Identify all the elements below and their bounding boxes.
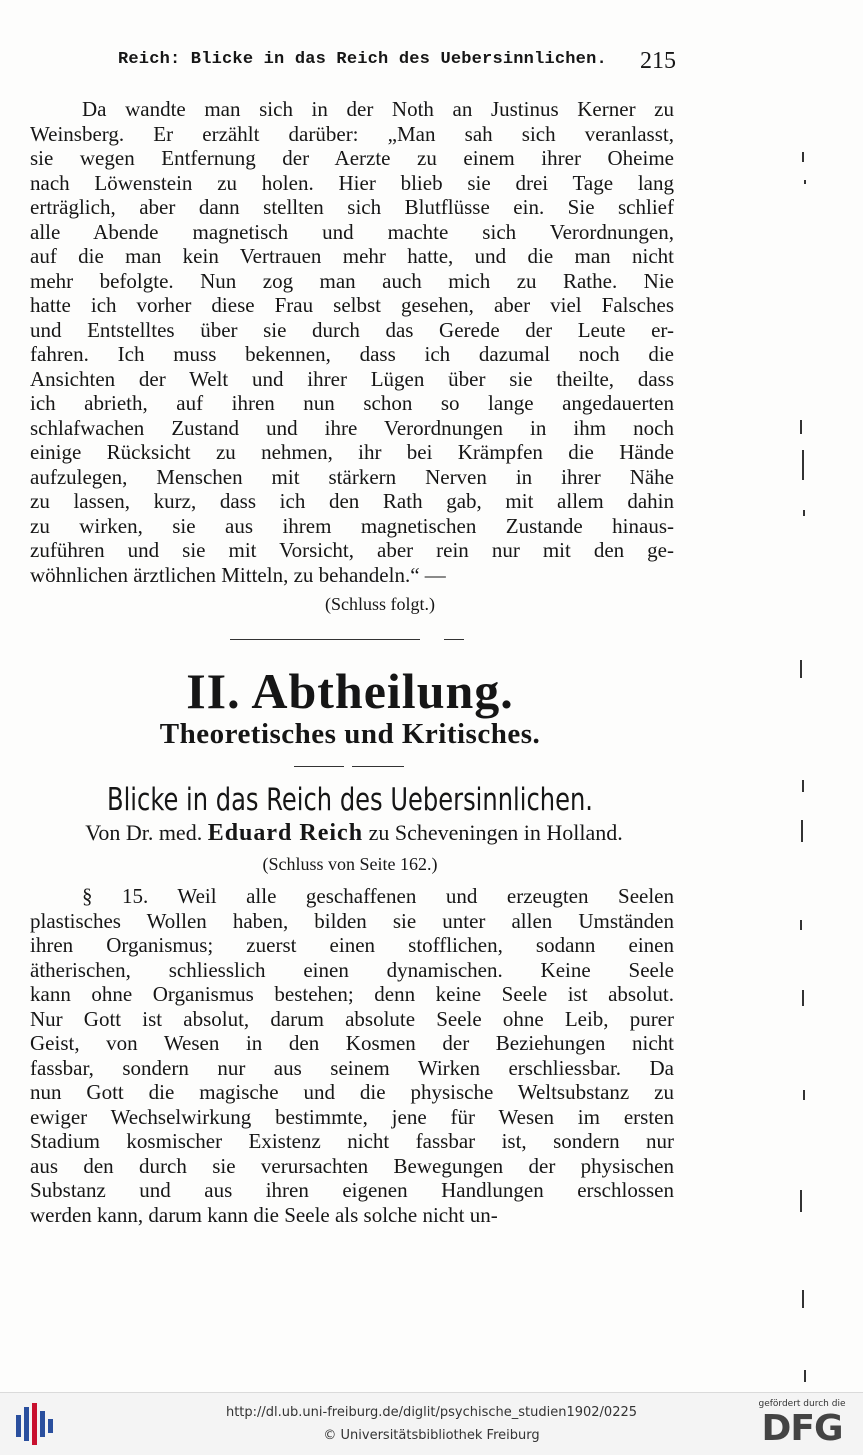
text-line: erträglich, aber dann stellten sich Blutflüsse ein. Sie schlief bbox=[30, 195, 674, 219]
text-line: Weinsberg. Er erzählt darüber: „Man sah sich veranlasst, bbox=[30, 121, 674, 146]
divider-rule bbox=[230, 639, 420, 640]
scan-edge-marks bbox=[790, 130, 820, 1390]
text-line: schlafwachen Zustand und ihre Verordnungen in ihm noch bbox=[30, 415, 674, 440]
text-line: § 15. Weil alle geschaffenen und erzeugten Seelen bbox=[82, 884, 674, 908]
text-line: aufzulegen, Menschen mit stärkern Nerven in ihrer Nähe bbox=[30, 464, 674, 489]
text-line: nun Gott die magische und die physische Weltsubstanz zu bbox=[30, 1080, 674, 1104]
text-line: werden kann, darum kann die Seele als solche nicht un- bbox=[30, 1202, 498, 1227]
paragraph-kerner-quote bbox=[30, 97, 674, 587]
dfg-caption: gefördert durch die bbox=[758, 1399, 846, 1409]
text-line: wöhnlichen ärztlichen Mitteln, zu behandeln.“ — bbox=[30, 562, 446, 587]
page-header bbox=[118, 50, 678, 80]
byline-suffix: zu Scheveningen in Holland. bbox=[368, 820, 623, 845]
text-line: Da wandte man sich in der Noth an Justinus Kerner zu bbox=[82, 97, 674, 121]
text-line: nach Löwenstein zu holen. Hier blieb sie drei Tage lang bbox=[30, 170, 674, 195]
text-line: kann ohne Organismus bestehen; denn keine Seele ist absolut. bbox=[30, 982, 674, 1006]
text-line: hatte ich vorher diese Frau selbst gesehen, aber viel Falsches bbox=[30, 293, 674, 317]
closing-note: (Schluss folgt.) bbox=[325, 594, 435, 614]
paragraph-section-15 bbox=[30, 884, 674, 1227]
text-line: Nur Gott ist absolut, darum absolute Seele ohne Leib, purer bbox=[30, 1006, 674, 1031]
text-line: ihren Organismus; zuerst einen stofflichen, sodann einen bbox=[30, 933, 674, 957]
text-line: Stadium kosmischer Existenz nicht fassbar ist, sondern nur bbox=[30, 1129, 674, 1153]
divider-rule-short bbox=[444, 639, 464, 640]
dfg-logo-text: DFG bbox=[761, 1408, 843, 1449]
section-subtitle: Theoretisches und Kritisches. bbox=[159, 718, 541, 750]
continuation-note: (Schluss von Seite 162.) bbox=[262, 854, 438, 874]
document-url-link[interactable]: http://dl.ub.uni-freiburg.de/diglit/psychische_studien1902/0225 bbox=[225, 1405, 638, 1420]
author-name: Eduard Reich bbox=[207, 820, 364, 846]
text-line: alle Abende magnetisch und machte sich Verordnungen, bbox=[30, 219, 674, 244]
text-line: und Entstelltes über sie durch das Gerede der Leute er- bbox=[30, 317, 674, 342]
divider-rule-small-left bbox=[294, 766, 344, 767]
text-line: zu wirken, sie aus ihrem magnetischen Zustande hinaus- bbox=[30, 513, 674, 538]
text-line: mehr befolgte. Nun zog man auch mich zu Rathe. Nie bbox=[30, 268, 674, 293]
section-title: II. Abtheilung. bbox=[186, 663, 514, 719]
text-line: sie wegen Entfernung der Aerzte zu einem ihrer Oheime bbox=[30, 146, 674, 170]
text-line: ewiger Wechselwirkung bestimmte, jene für Wesen im ersten bbox=[30, 1104, 674, 1129]
text-line: zu lassen, kurz, dass ich den Rath gab, mit allem dahin bbox=[30, 489, 674, 513]
copyright-notice: © Universitätsbibliothek Freiburg bbox=[323, 1428, 540, 1443]
text-line: Ansichten der Welt und ihrer Lügen über sie theilte, dass bbox=[30, 366, 674, 391]
text-line: plastisches Wollen haben, bilden sie unter allen Umständen bbox=[30, 908, 674, 933]
text-line: fahren. Ich muss bekennen, dass ich dazumal noch die bbox=[30, 342, 674, 366]
divider-rule-small-right bbox=[352, 766, 404, 767]
page-number: 215 bbox=[640, 48, 676, 74]
byline-prefix: Von Dr. med. bbox=[85, 820, 203, 845]
article-title: Blicke in das Reich des Uebersinnlichen. bbox=[107, 782, 593, 818]
text-line: einige Rücksicht zu nehmen, ihr bei Krämpfen die Hände bbox=[30, 440, 674, 464]
text-line: Substanz und aus ihren eigenen Handlungen erschlossen bbox=[30, 1178, 674, 1202]
text-line: aus den durch sie verursachten Bewegungen der physischen bbox=[30, 1153, 674, 1178]
text-line: zuführen und sie mit Vorsicht, aber rein nur mit den ge- bbox=[30, 538, 674, 562]
text-line: Geist, von Wesen in den Kosmen der Beziehungen nicht bbox=[30, 1031, 674, 1055]
text-line: fassbar, sondern nur aus seinem Wirken erschliessbar. Da bbox=[30, 1055, 674, 1080]
text-line: auf die man kein Vertrauen mehr hatte, und die man nicht bbox=[30, 244, 674, 268]
dfg-sponsor-logo bbox=[753, 1397, 851, 1453]
text-line: ich abrieth, auf ihren nun schon so lange angedauerten bbox=[30, 391, 674, 415]
running-title: Reich: Blicke in das Reich des Uebersinnlichen. bbox=[118, 50, 607, 69]
viewer-footer bbox=[0, 1392, 863, 1455]
article-byline bbox=[24, 820, 684, 847]
text-line: ätherischen, schliesslich einen dynamischen. Keine Seele bbox=[30, 957, 674, 982]
